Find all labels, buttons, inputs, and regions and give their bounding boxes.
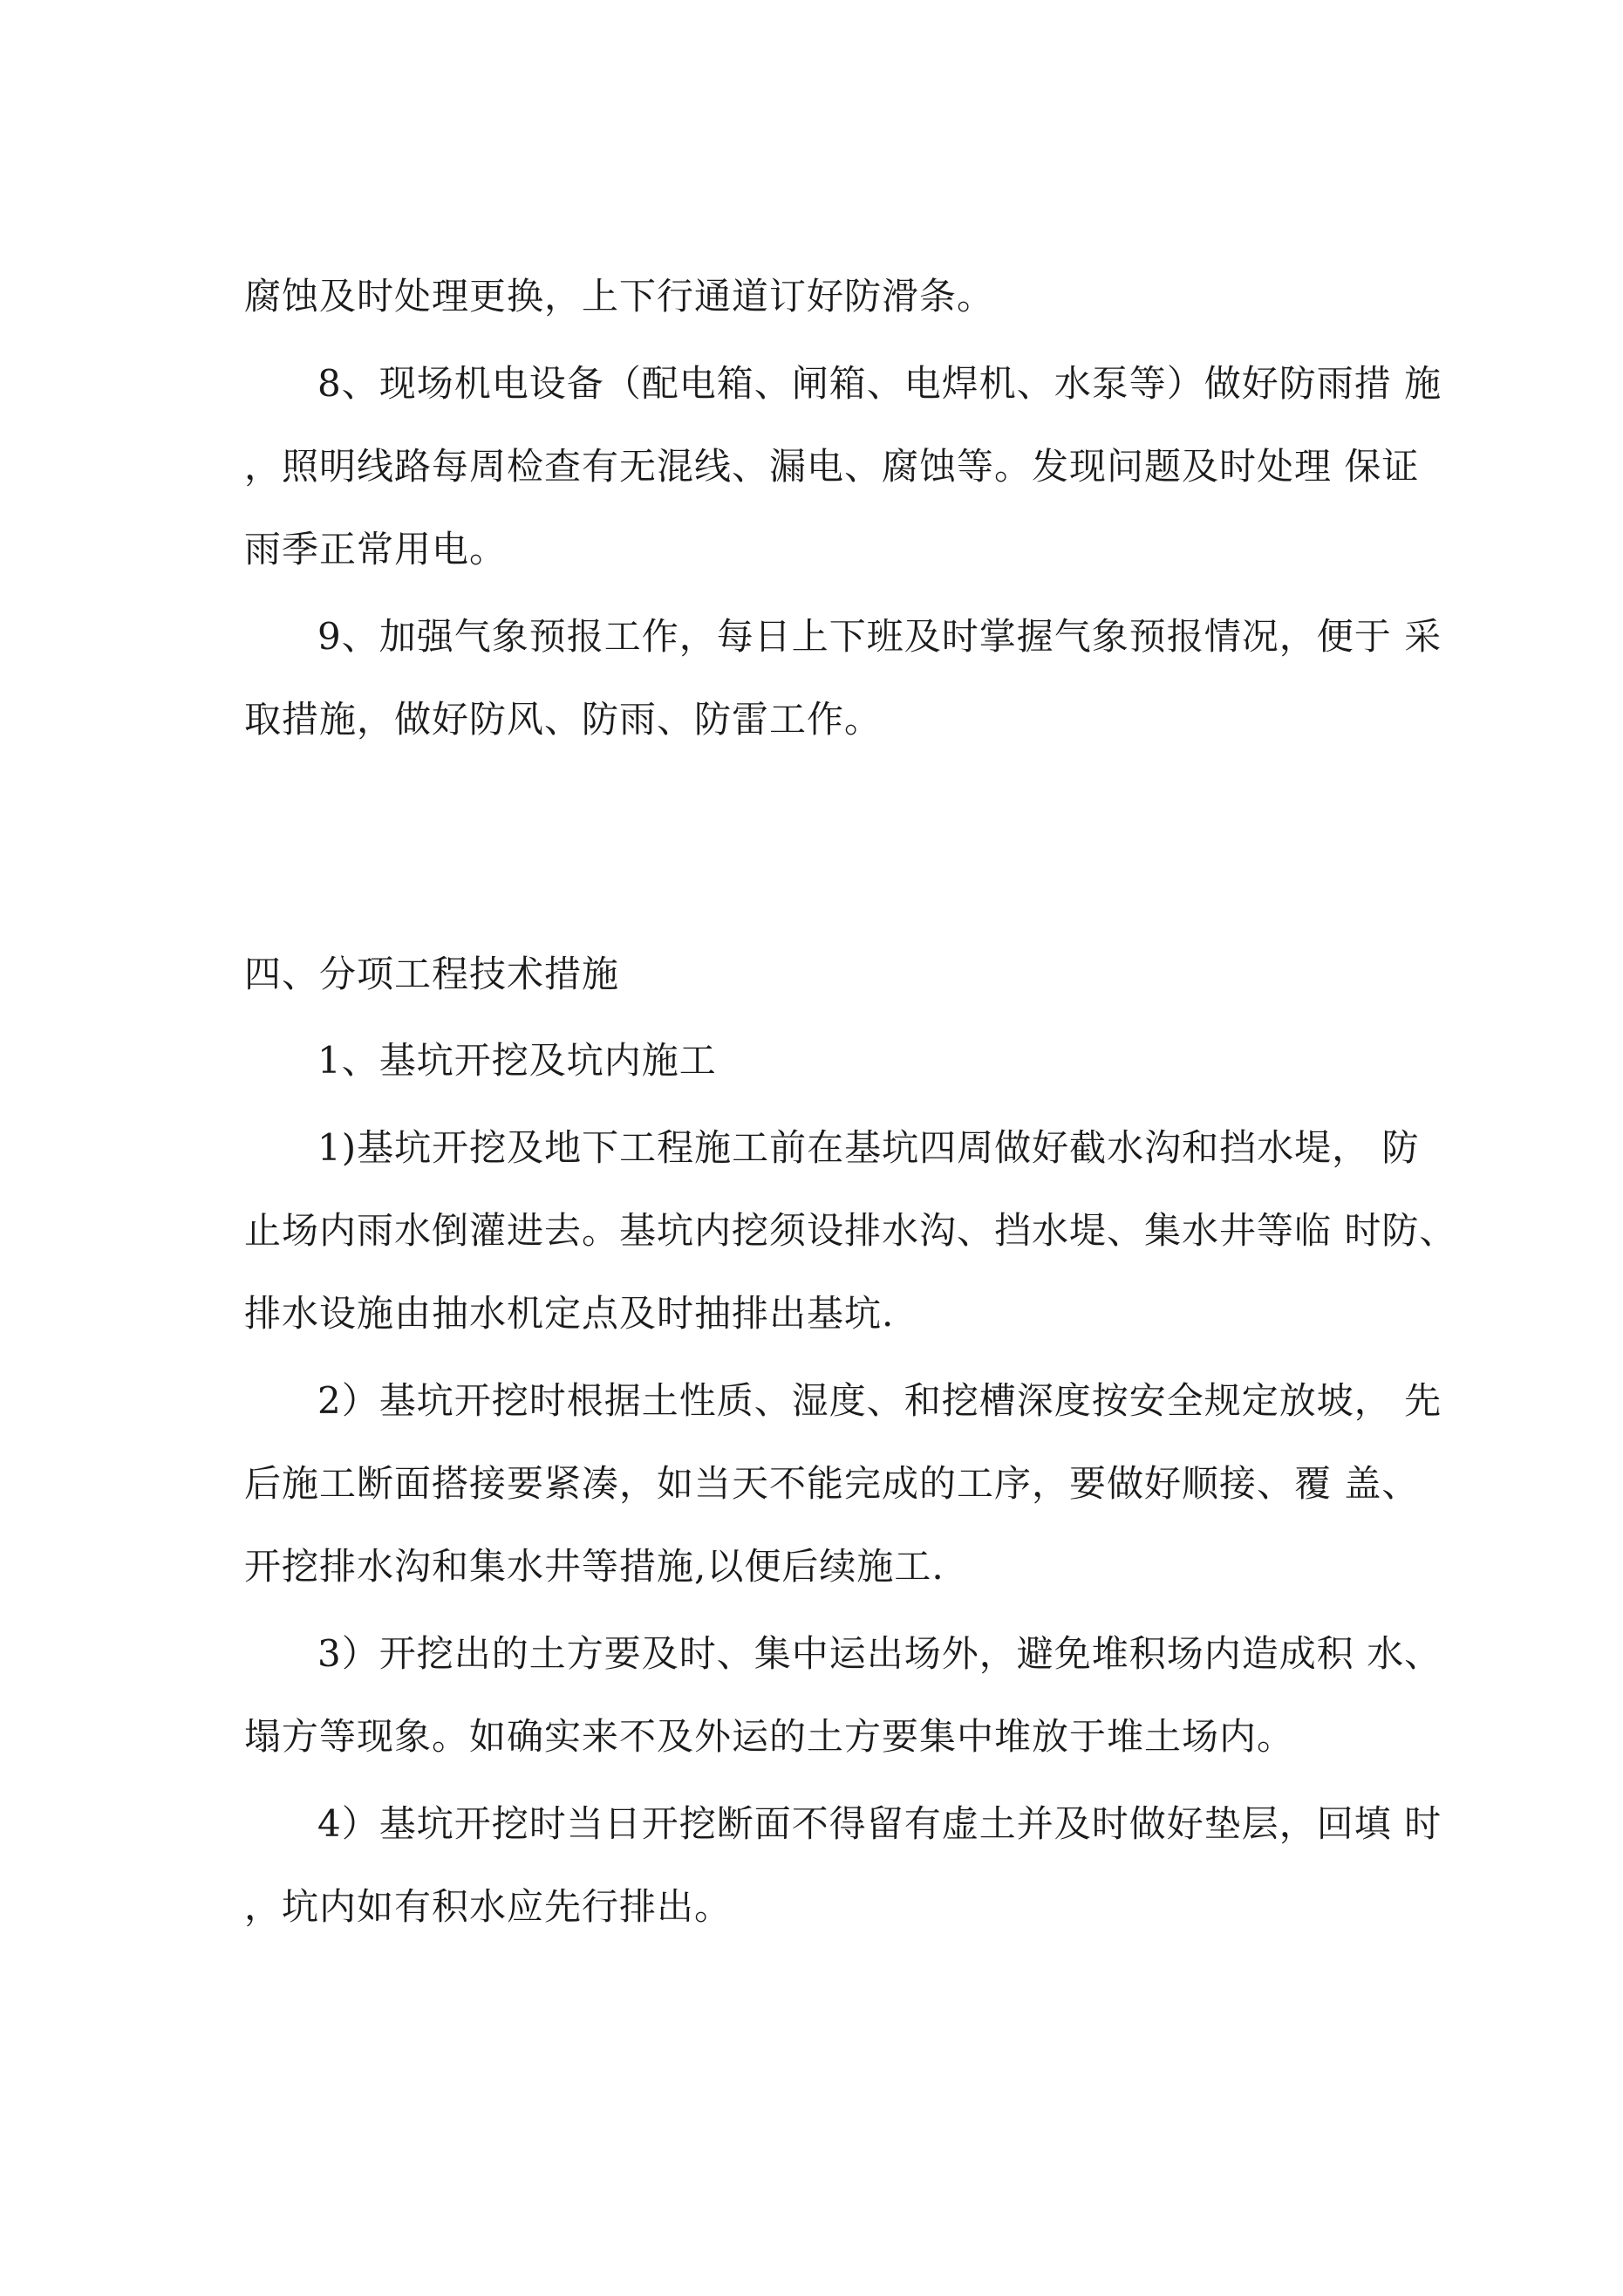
paragraph-line: 腐蚀及时处理更换，上下行通道订好防滑条。: [244, 275, 995, 318]
paragraph-line: 2）基坑开挖时根据土性质、湿度、和挖槽深度按安全规定放坡， 先: [317, 1379, 1442, 1422]
paragraph-line: 开挖排水沟和集水井等措施,以便后续施工.: [244, 1545, 944, 1588]
paragraph-line: 雨季正常用电。: [244, 528, 508, 571]
paragraph-line: 8、现场机电设备（配电箱、闸箱、电焊机、水泵等）做好防雨措 施: [317, 362, 1442, 405]
section-heading: 四、分项工程技术措施: [244, 953, 620, 995]
paragraph-line: 后施工断面搭接要紧凑，如当天不能完成的工序，要做好顺接、覆 盖、: [244, 1462, 1420, 1505]
paragraph-line: 止场内雨水倒灌进去。基坑内挖须设排水沟、挡水堤、集水井等临 时防、: [244, 1209, 1457, 1252]
paragraph-line: ，照明线路每周检查有无混线、漏电、腐蚀等。发现问题及时处理 保证: [244, 445, 1420, 488]
paragraph-line: 塌方等现象。如确实来不及外运的土方要集中堆放于堆土场内。: [244, 1715, 1295, 1758]
paragraph-line: 9、加强气象预报工作，每日上下班及时掌握气象预报情况，便于 采: [317, 615, 1442, 658]
paragraph-line: ，坑内如有积水应先行排出。: [244, 1885, 733, 1928]
paragraph-line: 3）开挖出的土方要及时、集中运出场外，避免堆积场内造成积 水、: [317, 1632, 1442, 1675]
paragraph-line: 排水设施由抽水机定点及时抽排出基坑.: [244, 1292, 895, 1335]
paragraph-line: 1)基坑开挖及地下工程施工前在基坑四周做好截水沟和挡水堤， 防: [317, 1126, 1420, 1169]
paragraph-line: 4）基坑开挖时当日开挖断面不得留有虚土并及时做好垫层，回填 时: [317, 1802, 1442, 1845]
paragraph-line: 取措施，做好防风、防雨、防雷工作。: [244, 698, 883, 741]
subsection-heading: 1、基坑开挖及坑内施工: [317, 1039, 717, 1082]
